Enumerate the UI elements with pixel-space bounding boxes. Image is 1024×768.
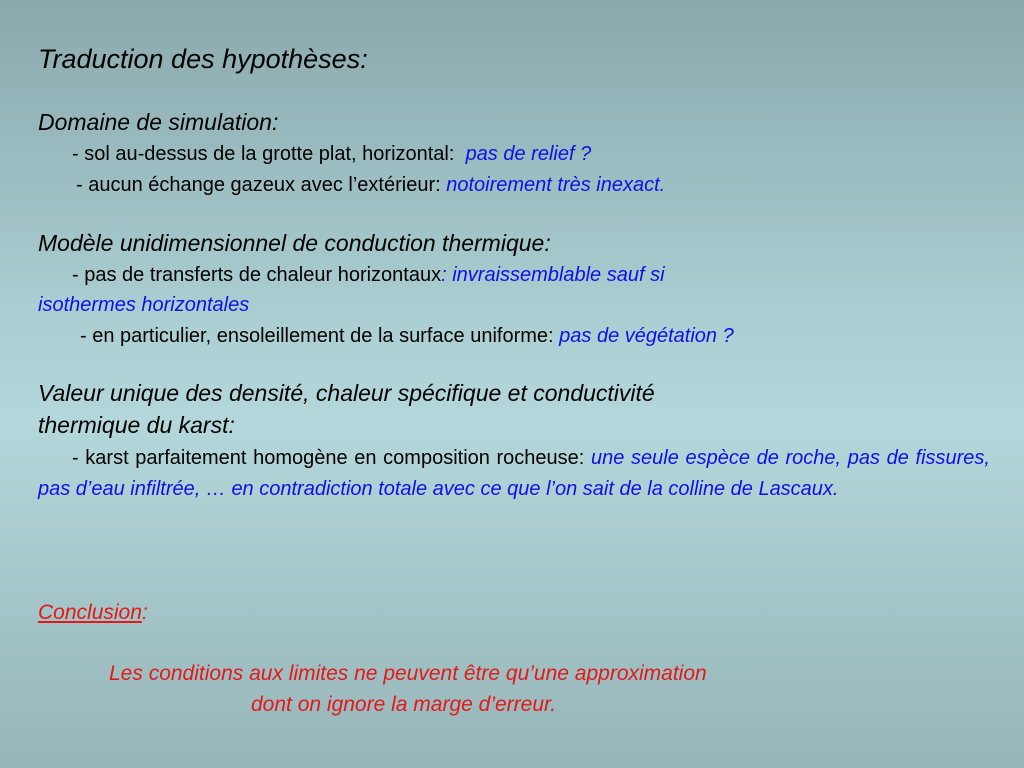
heading-line: thermique du karst: [38, 412, 235, 438]
section-heading-conduction-model: Modèle unidimensionnel de conduction thermique: [38, 230, 551, 256]
conclusion-line-1: Les conditions aux limites ne peuvent être qu’une approximation [109, 662, 707, 685]
conclusion-colon: : [141, 601, 148, 624]
conclusion-label-text: Conclusion [38, 601, 142, 624]
conclusion-line-2: dont on ignore la marge d’erreur. [251, 693, 557, 716]
bullet-uniform-sunlight [80, 321, 734, 351]
bullet-text: - aucun échange gazeux avec l’extérieur: [76, 174, 441, 196]
bullet-no-gas-exchange [76, 170, 665, 200]
bullet-no-horizontal-transfer [72, 260, 665, 290]
bullet-comment: isothermes horizontales [38, 294, 250, 316]
bullet-comment: une seule espèce de roche, pas de fissures, pas d’eau infiltrée, … en contradiction totale avec ce que l’on sait de la colline de Lascaux. [38, 447, 990, 500]
bullet-comment: invraissemblable sauf si [452, 264, 665, 286]
conclusion-label [38, 598, 148, 628]
heading-line: Valeur unique des densité, chaleur spécifique et conductivité [38, 380, 655, 406]
bullet-homogeneous-karst [38, 443, 990, 505]
bullet-comment: notoirement très inexact. [446, 174, 666, 196]
bullet-text: - pas de transferts de chaleur horizontaux [72, 264, 442, 286]
section-heading-unique-values [38, 377, 655, 441]
bullet-separator: : [441, 264, 447, 286]
bullet-comment: pas de végétation ? [559, 325, 734, 347]
bullet-comment-continuation [38, 290, 249, 320]
bullet-text: - sol au-dessus de la grotte plat, horizontal: [72, 143, 455, 165]
bullet-comment: pas de relief ? [465, 143, 592, 165]
bullet-flat-ground [72, 139, 591, 169]
section-heading-simulation-domain: Domaine de simulation: [38, 109, 279, 135]
bullet-text: - karst parfaitement homogène en composition rocheuse: [72, 447, 585, 469]
bullet-text: - en particulier, ensoleillement de la surface uniforme: [80, 325, 554, 347]
slide-title: Traduction des hypothèses: [38, 44, 368, 74]
slide [38, 0, 990, 768]
